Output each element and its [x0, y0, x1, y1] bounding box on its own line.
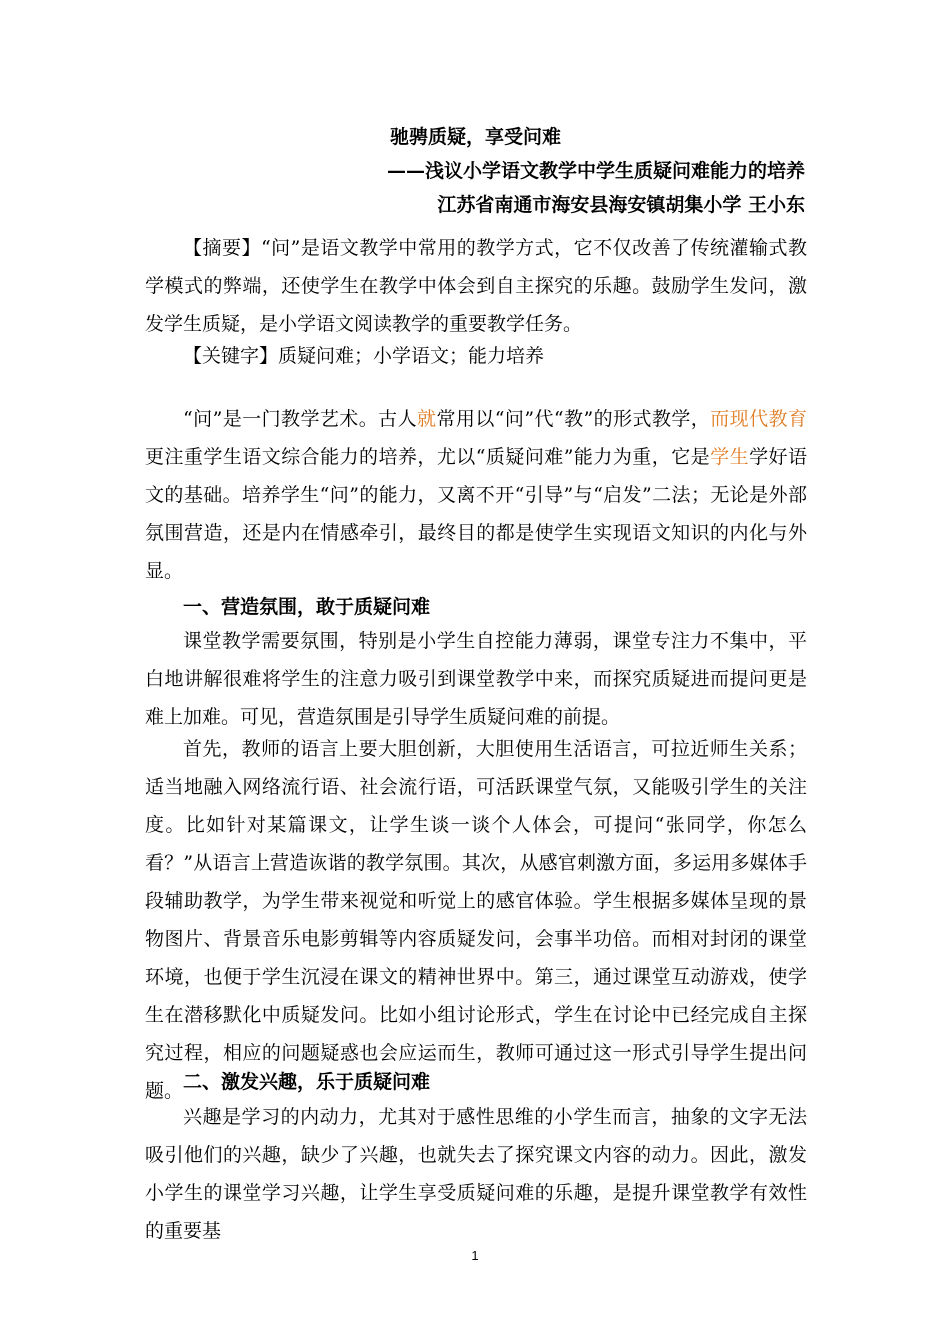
intro-text-1: “问”是一门教学艺术。古人	[183, 408, 418, 430]
abstract-paragraph: 【摘要】“问”是语文教学中常用的教学方式，它不仅改善了传统灌输式教学模式的弊端，还使学生在教学中体会到自主探究的乐趣。鼓励学生发问，激发学生质疑，是小学语文阅读教学的重要教学任务。	[145, 237, 807, 335]
intro-text-2: 常用以“问”代“教”的形式教学，	[436, 408, 711, 430]
section1-paragraph-1: 课堂教学需要氛围，特别是小学生自控能力薄弱，课堂专注力不集中，平白地讲解很难将学生的注意力吸引到课堂教学中来，而探究质疑进而提问更是难上加难。可见，营造氛围是引导学生质疑问难的前提。	[145, 630, 807, 728]
highlighted-word-2: 而现代教育	[710, 408, 807, 430]
author-line: 江苏省南通市海安县海安镇胡集小学 王小东	[437, 194, 805, 216]
intro-text-4: 学好语文的基础。培养学生“问”的能力，又离不开“引导”与“启发”二法；无论是外部氛围营造，还是内在情感牵引，最终目的都是使学生实现语文知识的内化与外显。	[145, 446, 807, 582]
intro-text-3: 更注重学生语文综合能力的培养，尤以“质疑问难”能力为重，它是	[145, 446, 711, 468]
section1-paragraph-2: 首先，教师的语言上要大胆创新，大胆使用生活语言，可拉近师生关系；适当地融入网络流行语、社会流行语，可活跃课堂气氛，又能吸引学生的关注度。比如针对某篇课文，让学生谈一谈个人体会，可提问“张同学，你怎么看？”从语言上营造诙谐的教学氛围。其次，从感官刺激方面，多运用多媒体手段辅助教学，为学生带来视觉和听觉上的感官体验。学生根据多媒体呈现的景物图片、背景音乐电影剪辑等内容质疑发问，会事半功倍。而相对封闭的课堂环境，也便于学生沉浸在课文的精神世界中。第三，通过课堂互动游戏，使学生在潜移默化中质疑发问。比如小组讨论形式，学生在讨论中已经完成自主探究过程，相应的问题疑惑也会应运而生，教师可通过这一形式引导学生提出问题。	[145, 738, 807, 1102]
keywords-paragraph: 【关键字】质疑问难；小学语文；能力培养	[183, 345, 545, 367]
document-title: 驰骋质疑，享受问难	[390, 126, 562, 148]
section2-paragraph-1: 兴趣是学习的内动力，尤其对于感性思维的小学生而言，抽象的文字无法吸引他们的兴趣，缺少了兴趣，也就失去了探究课文内容的动力。因此，激发小学生的课堂学习兴趣，让学生享受质疑问难的乐趣，是提升课堂教学有效性的重要基	[145, 1106, 807, 1242]
section-heading-1: 一、营造氛围，敢于质疑问难	[183, 596, 431, 618]
section-heading-2: 二、激发兴趣，乐于质疑问难	[183, 1071, 431, 1093]
page-number: 1	[471, 1248, 479, 1263]
intro-paragraph	[145, 400, 807, 590]
highlighted-word-1: 就	[417, 408, 437, 430]
highlighted-word-3: 学生	[710, 446, 750, 468]
document-subtitle: ——浅议小学语文教学中学生质疑问难能力的培养	[386, 160, 805, 182]
